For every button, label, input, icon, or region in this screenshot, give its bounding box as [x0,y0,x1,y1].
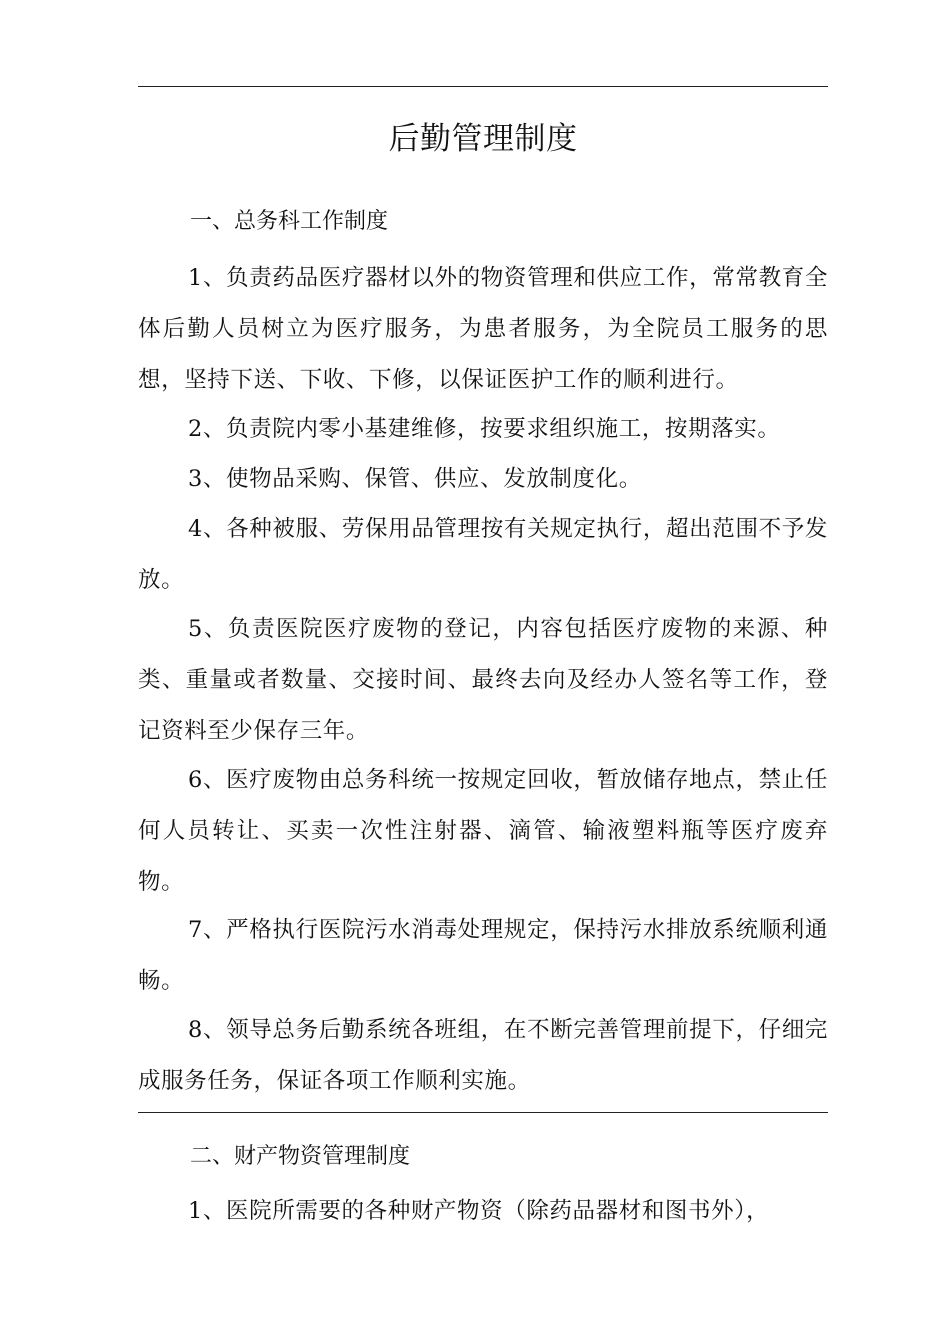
document-page [138,0,828,1344]
section-1-heading: 一、总务科工作制度 [190,209,389,234]
section-1-item-5: 5、负责医院医疗废物的登记，内容包括医疗废物的来源、种类、重量或者数量、交接时间、最终去向及经办人签名等工作，登记资料至少保存三年。 [138,616,828,744]
document-title: 后勤管理制度 [388,121,578,157]
section-1-item-7: 7、严格执行医院污水消毒处理规定，保持污水排放系统顺利通畅。 [138,917,828,994]
section-2-heading: 二、财产物资管理制度 [190,1144,411,1169]
top-divider [138,86,828,87]
section-1-item-1: 1、负责药品医疗器材以外的物资管理和供应工作，常常教育全体后勤人员树立为医疗服务，为患者服务，为全院员工服务的思想，坚持下送、下收、下修，以保证医护工作的顺利进行。 [138,265,828,393]
section-1-item-2: 2、负责院内零小基建维修，按要求组织施工，按期落实。 [188,416,781,442]
section-2-item-1: 1、医院所需要的各种财产物资（除药品器材和图书外）， [188,1198,770,1224]
section-1-item-6: 6、医疗废物由总务科统一按规定回收，暂放储存地点，禁止任何人员转让、买卖一次性注射器、滴管、输液塑料瓶等医疗废弃物。 [138,767,828,895]
section-1-item-3: 3、使物品采购、保管、供应、发放制度化。 [188,466,642,492]
section-divider [138,1112,828,1113]
section-1-item-8: 8、领导总务后勤系统各班组，在不断完善管理前提下，仔细完成服务任务，保证各项工作顺利实施。 [138,1017,828,1094]
section-1-item-4: 4、各种被服、劳保用品管理按有关规定执行，超出范围不予发放。 [138,516,828,593]
